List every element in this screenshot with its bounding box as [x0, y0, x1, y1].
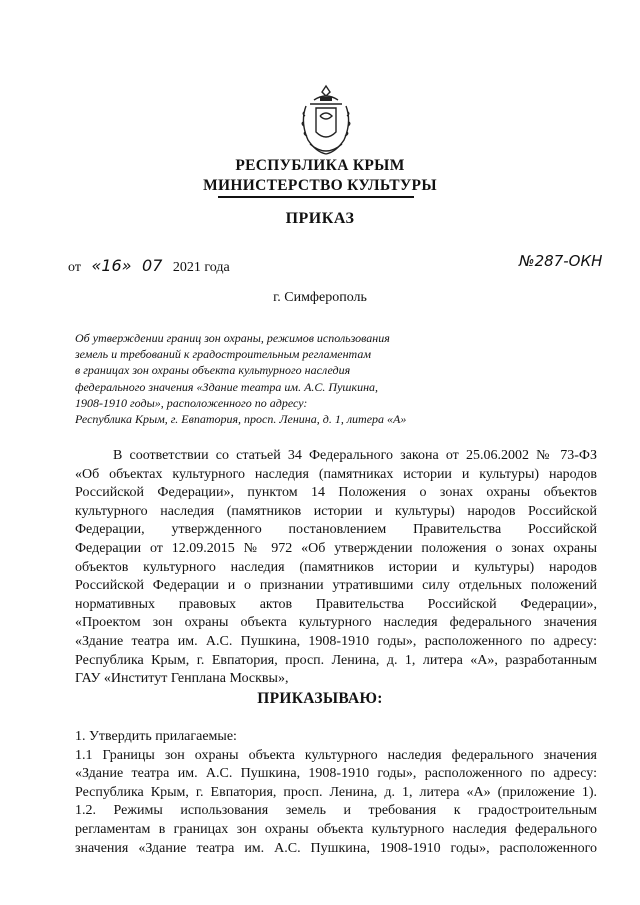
preamble-line: «Об объектах культурного наследия (памятниках истории и культуры) народов	[75, 466, 597, 482]
order-number: №287-ОКН	[519, 252, 603, 270]
preamble-line: Республика Крым, г. Евпатория, просп. Ленина, д. 1, литера «А», разработанным	[75, 652, 597, 668]
preamble-line: Федерации, утвержденного постановлением Правительства Российской	[75, 522, 597, 538]
subject-line: в границах зон охраны объекта культурного наследия	[75, 363, 351, 378]
subject-line: федерального значения «Здание театра им. А.С. Пушкина,	[75, 379, 379, 394]
order-subject	[75, 330, 435, 427]
preamble-paragraph	[75, 447, 597, 689]
preamble-line: Российской Федерации», пунктом 14 Положения о зонах охраны объектов	[75, 485, 597, 501]
item-line: 1. Утвердить прилагаемые:	[75, 729, 237, 744]
crimea-coat-of-arms-icon	[296, 82, 356, 160]
item-line: Республика Крым, г. Евпатория, просп. Ленина, д. 1, литера «А» (приложение 1).	[75, 784, 597, 800]
header-underline	[218, 196, 414, 198]
item-line: 1.2. Режимы использования земель и требования к градостроительным	[75, 803, 597, 819]
subject-line: 1908-1910 годы», расположенного по адресу:	[75, 395, 308, 410]
order-directive: ПРИКАЗЫВАЮ:	[257, 690, 383, 707]
date-year: 2021 года	[172, 260, 230, 275]
item-line: регламентам в границах зон охраны объекта культурного наследия федерального	[75, 821, 597, 837]
city: г. Симферополь	[273, 290, 367, 305]
item-line: «Здание театра им. А.С. Пушкина, 1908-1910 годы», расположенного по адресу:	[75, 766, 597, 782]
preamble-line: «Здание театра им. А.С. Пушкина, 1908-1910 годы», расположенного по адресу:	[75, 633, 597, 649]
preamble-line: Российской Федерации и о признании утратившими силу отдельных положений	[75, 578, 597, 594]
document-type: ПРИКАЗ	[285, 210, 355, 227]
preamble-line: «Проектом зон охраны объекта культурного наследия федерального значения	[75, 615, 597, 631]
preamble-line: ГАУ «Институт Генплана Москвы»,	[75, 671, 289, 687]
preamble-line: объектов культурного наследия (памятников истории и культуры) народов	[75, 559, 597, 575]
ministry-header-line2: МИНИСТЕРСТВО КУЛЬТУРЫ	[203, 177, 437, 194]
date-day: «16»	[91, 256, 132, 275]
subject-line: Об утверждении границ зон охраны, режимов использования	[75, 331, 390, 345]
date-prefix: от	[68, 260, 81, 275]
preamble-line: нормативных правовых актов Правительства Российской Федерации»,	[75, 596, 597, 612]
order-items	[75, 728, 597, 858]
date-month: 07	[142, 256, 163, 275]
preamble-line: В соответствии со статьей 34 Федерального закона от 25.06.2002 № 73-ФЗ	[113, 448, 597, 463]
item-line: значения «Здание театра им. А.С. Пушкина, 1908-1910 годы», расположенного	[75, 840, 597, 856]
subject-line: земель и требований к градостроительным регламентам	[75, 347, 371, 362]
preamble-line: Федерации от 12.09.2015 № 972 «Об утверждении положения о зонах охраны	[75, 540, 597, 556]
order-date	[68, 256, 230, 276]
preamble-line: культурного наследия (памятников истории и культуры) народов Российской	[75, 503, 597, 519]
item-line: 1.1 Границы зон охраны объекта культурного наследия федерального значения	[75, 747, 597, 763]
ministry-header-line1: РЕСПУБЛИКА КРЫМ	[235, 157, 405, 174]
subject-line: Республика Крым, г. Евпатория, просп. Ленина, д. 1, литера «А»	[75, 412, 407, 427]
